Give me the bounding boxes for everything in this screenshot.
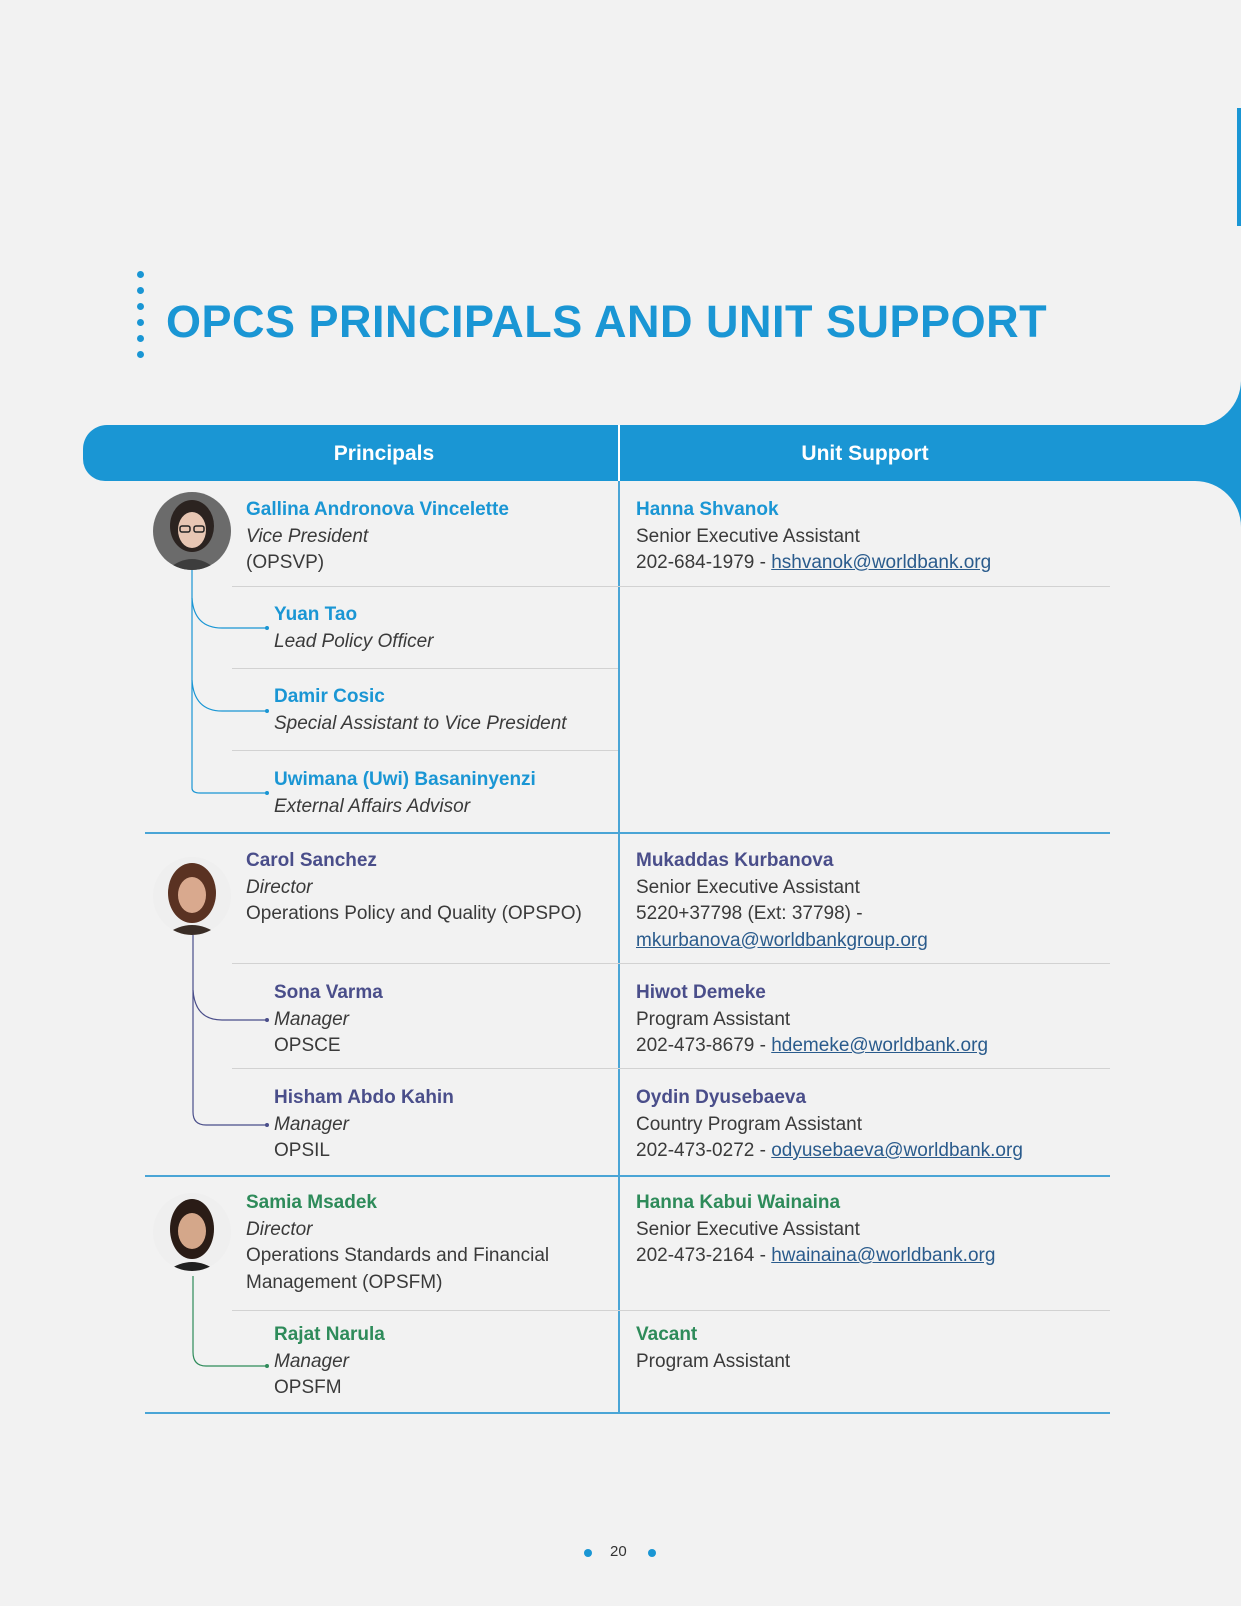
support-email-link[interactable]: odyusebaeva@worldbank.org [771, 1140, 1023, 1161]
support-email-link[interactable]: hshvanok@worldbank.org [771, 552, 992, 573]
staff-role: Special Assistant to Vice President [274, 712, 567, 734]
support-card [636, 1085, 1023, 1165]
support-name: Hanna Shvanok [636, 499, 779, 520]
support-email-link[interactable]: hdemeke@worldbank.org [771, 1035, 989, 1056]
support-phone: 202-473-8679 - [636, 1035, 772, 1056]
support-email-link[interactable]: hwainaina@worldbank.org [771, 1245, 996, 1266]
principal-unit: Operations Standards and Financial [246, 1245, 550, 1266]
principal-card [246, 497, 509, 577]
staff-name: Yuan Tao [274, 604, 358, 625]
principal-role: Vice President [246, 525, 369, 547]
page-dot-left [584, 1549, 592, 1557]
support-role: Senior Executive Assistant [636, 876, 860, 898]
manager-unit: OPSFM [274, 1377, 342, 1398]
support-phone: 202-473-2164 - [636, 1245, 772, 1266]
support-role: Program Assistant [636, 1008, 791, 1030]
manager-name: Hisham Abdo Kahin [274, 1087, 454, 1108]
page-number: 20 [610, 1543, 627, 1560]
header-principals: Principals [333, 442, 435, 465]
support-card [636, 1322, 790, 1375]
manager-role: Manager [274, 1113, 349, 1135]
support-card [636, 497, 991, 577]
manager-unit: OPSCE [274, 1035, 341, 1056]
support-card [636, 848, 928, 954]
page-title: OPCS PRINCIPALS AND UNIT SUPPORT [166, 296, 1048, 347]
page-dot-right [648, 1549, 656, 1557]
staff-card [274, 602, 433, 655]
support-role: Senior Executive Assistant [636, 1218, 860, 1240]
support-name: Hiwot Demeke [636, 982, 766, 1003]
staff-role: External Affairs Advisor [274, 795, 471, 817]
support-role: Senior Executive Assistant [636, 525, 860, 547]
staff-name: Damir Cosic [274, 686, 385, 707]
support-name: Mukaddas Kurbanova [636, 850, 834, 871]
header-unit-support: Unit Support [801, 442, 929, 465]
support-phone: 202-684-1979 - [636, 552, 772, 573]
manager-name: Sona Varma [274, 982, 383, 1003]
staff-card [274, 684, 567, 737]
manager-card [274, 1085, 454, 1165]
principal-card [246, 1190, 549, 1296]
manager-role: Manager [274, 1008, 349, 1030]
support-email-link[interactable]: mkurbanova@worldbankgroup.org [636, 929, 928, 951]
manager-role: Manager [274, 1350, 349, 1372]
support-name: Vacant [636, 1324, 698, 1345]
support-card [636, 1190, 995, 1270]
manager-unit: OPSIL [274, 1140, 330, 1161]
principal-name: Samia Msadek [246, 1192, 377, 1213]
avatar [153, 1193, 231, 1271]
principal-unit: (OPSVP) [246, 552, 325, 573]
principal-unit: Operations Policy and Quality (OPSPO) [246, 903, 582, 924]
staff-card [274, 767, 536, 820]
support-name: Oydin Dyusebaeva [636, 1087, 807, 1108]
support-name: Hanna Kabui Wainaina [636, 1192, 841, 1213]
staff-name: Uwimana (Uwi) Basaninyenzi [274, 769, 536, 790]
manager-card [274, 980, 383, 1060]
support-role: Program Assistant [636, 1350, 791, 1372]
support-card [636, 980, 988, 1060]
principal-name: Carol Sanchez [246, 850, 377, 871]
avatar [153, 857, 231, 935]
principal-name: Gallina Andronova Vincelette [246, 499, 509, 520]
avatar [153, 492, 231, 570]
manager-name: Rajat Narula [274, 1324, 385, 1345]
support-phone: 202-473-0272 - [636, 1140, 772, 1161]
principal-role: Director [246, 876, 313, 898]
support-role: Country Program Assistant [636, 1113, 862, 1135]
support-phone: 5220+37798 (Ext: 37798) - [636, 903, 863, 924]
principal-card [246, 848, 582, 928]
principal-role: Director [246, 1218, 313, 1240]
principal-unit-cont: Management (OPSFM) [246, 1271, 443, 1293]
staff-role: Lead Policy Officer [274, 630, 434, 652]
manager-card [274, 1322, 385, 1402]
